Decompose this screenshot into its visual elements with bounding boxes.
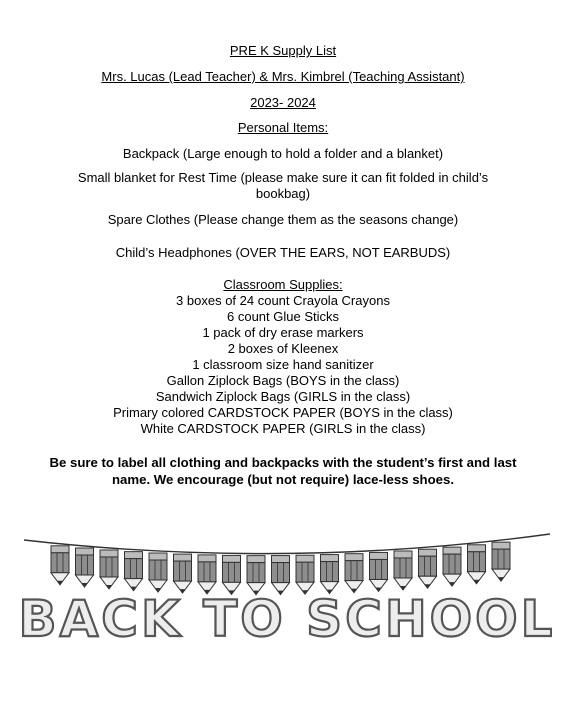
pencil-icon bbox=[149, 553, 167, 592]
classroom-item: 1 pack of dry erase markers bbox=[202, 325, 364, 340]
pencil-icon bbox=[223, 555, 241, 594]
classroom-supplies-heading: Classroom Supplies: bbox=[223, 277, 343, 292]
personal-item: Backpack (Large enough to hold a folder and a blanket) bbox=[122, 146, 444, 161]
teachers-line: Mrs. Lucas (Lead Teacher) & Mrs. Kimbrel (Teaching Assistant) bbox=[101, 69, 465, 84]
classroom-item: 2 boxes of Kleenex bbox=[227, 341, 339, 356]
pencil-icon bbox=[468, 545, 486, 584]
pencil-banner-icon bbox=[22, 526, 552, 656]
banner-text: BACK TO SCHOOL bbox=[22, 590, 552, 648]
pencil-icon bbox=[321, 555, 339, 594]
classroom-item: 3 boxes of 24 count Crayola Crayons bbox=[176, 293, 390, 308]
pencil-icon bbox=[174, 554, 192, 593]
pencil-icon bbox=[370, 552, 388, 591]
classroom-item: 1 classroom size hand sanitizer bbox=[192, 357, 374, 372]
classroom-item: 6 count Glue Sticks bbox=[227, 309, 339, 324]
personal-item: Spare Clothes (Please change them as the seasons change) bbox=[107, 212, 459, 227]
pencil-icon bbox=[492, 542, 510, 581]
classroom-item: Sandwich Ziplock Bags (GIRLS in the class) bbox=[155, 389, 411, 404]
pencil-icon bbox=[198, 555, 216, 594]
pencil-icon bbox=[296, 555, 314, 594]
personal-item: Small blanket for Rest Time (please make sure it can fit folded in child’s bookbag) bbox=[77, 170, 489, 201]
pencil-icon bbox=[443, 547, 461, 586]
pencil-icon bbox=[345, 554, 363, 593]
pencil-icon bbox=[51, 546, 69, 585]
pencil-icon bbox=[419, 549, 437, 588]
school-year: 2023- 2024 bbox=[250, 95, 316, 110]
label-note: Be sure to label all clothing and backpacks with the student’s first and last name. We encourage (but not require) lace-less shoes. bbox=[49, 455, 517, 487]
pencil-icon bbox=[76, 548, 94, 587]
personal-item: Child’s Headphones (OVER THE EARS, NOT EARBUDS) bbox=[115, 245, 451, 260]
classroom-item: Primary colored CARDSTOCK PAPER (BOYS in the class) bbox=[113, 405, 453, 420]
pencil-icon bbox=[394, 551, 412, 590]
pencil-icon bbox=[125, 552, 143, 591]
pencil-icon bbox=[272, 556, 290, 595]
pencil-icon bbox=[247, 556, 265, 595]
personal-items-heading: Personal Items: bbox=[237, 120, 329, 135]
pencil-icon bbox=[100, 550, 118, 589]
classroom-item: Gallon Ziplock Bags (BOYS in the class) bbox=[166, 373, 400, 388]
page-title: PRE K Supply List bbox=[229, 43, 337, 58]
classroom-item: White CARDSTOCK PAPER (GIRLS in the class) bbox=[140, 421, 426, 436]
